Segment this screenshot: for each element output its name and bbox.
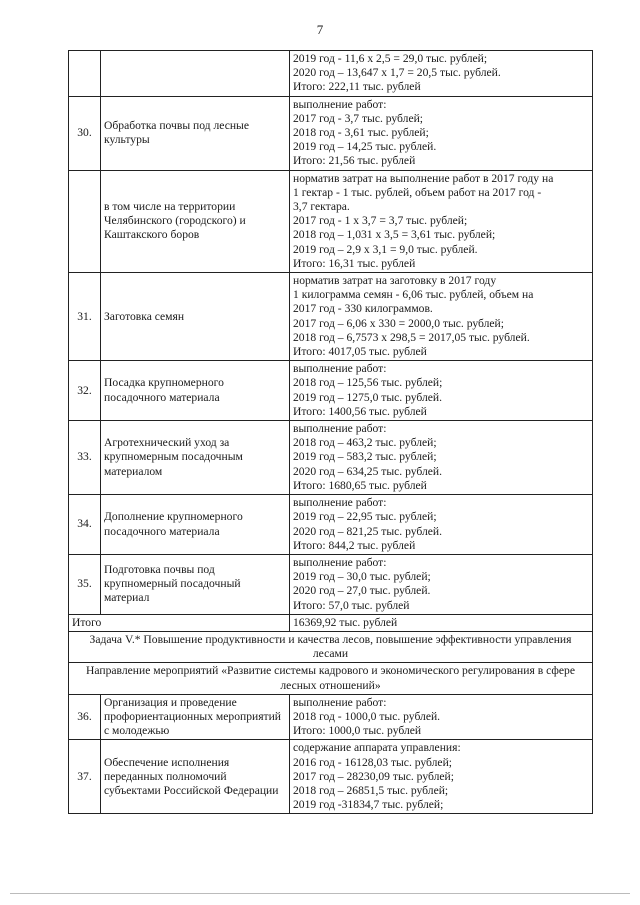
activity-name: в том числе на территории Челябинского (городского) и Каштакского боров (101, 170, 290, 272)
cost-line: выполнение работ: (293, 496, 387, 510)
activity-name: Подготовка почвы под крупномерный посадочный материал (101, 554, 290, 614)
table-row (69, 495, 593, 555)
table-row (69, 554, 593, 614)
cost-description (290, 554, 593, 614)
table-row (69, 614, 593, 631)
cost-line: 2020 год – 27,0 тыс. рублей. (293, 584, 431, 598)
row-number: 31. (69, 273, 101, 361)
cost-description (290, 740, 593, 814)
row-number: 32. (69, 361, 101, 421)
cost-line: выполнение работ: (293, 555, 387, 569)
row-number: 33. (69, 421, 101, 495)
cost-line: 2019 год – 30,0 тыс. рублей; (293, 570, 431, 584)
cost-line: 2017 год – 28230,09 тыс. рублей; (293, 769, 454, 783)
cost-line: Итого: 21,56 тыс. рублей (293, 154, 416, 168)
cost-description (290, 694, 593, 740)
cost-line: 1 килограмма семян - 6,06 тыс. рублей, объем на (293, 288, 534, 302)
cost-line: выполнение работ: (293, 97, 387, 111)
row-number: 30. (69, 96, 101, 170)
page-number: 7 (316, 22, 324, 37)
cost-line: выполнение работ: (293, 695, 387, 709)
cost-line: 2018 год – 26851,5 тыс. рублей; (293, 783, 449, 797)
cost-line: 2019 год – 22,95 тыс. рублей; (293, 510, 437, 524)
cost-line: Итого: 1000,0 тыс. рублей (293, 724, 422, 738)
cost-line: 2020 год – 634,25 тыс. рублей. (293, 464, 443, 478)
activity-name: Посадка крупномерного посадочного материала (101, 361, 290, 421)
row-number: 34. (69, 495, 101, 555)
cost-line: Итого: 844,2 тыс. рублей (293, 538, 416, 552)
activity-name: Агротехнический уход за крупномерным посадочным материалом (101, 421, 290, 495)
cost-line: 2019 год -31834,7 тыс. рублей; (293, 798, 444, 812)
cost-line: 2019 год – 14,25 тыс. рублей. (293, 140, 437, 154)
cost-description (290, 96, 593, 170)
cost-line: Итого: 16,31 тыс. рублей (293, 256, 416, 270)
cost-description (290, 273, 593, 361)
row-number (69, 51, 101, 97)
cost-line: 2017 год - 330 килограммов. (293, 302, 433, 316)
total-label: Итого (69, 614, 290, 631)
cost-line: 2016 год - 16128,03 тыс. рублей; (293, 755, 453, 769)
cost-line: норматив затрат на заготовку в 2017 году (293, 274, 497, 288)
cost-line: Итого: 1680,65 тыс. рублей (293, 478, 427, 492)
cost-description (290, 421, 593, 495)
table-row (69, 51, 593, 97)
expenses-table (68, 50, 593, 814)
cost-description (290, 495, 593, 555)
cost-line: 2018 год – 125,56 тыс. рублей; (293, 376, 443, 390)
cost-line: 2020 год – 821,25 тыс. рублей. (293, 524, 443, 538)
table-row (69, 694, 593, 740)
cost-description (290, 51, 593, 97)
cost-line: выполнение работ: (293, 362, 387, 376)
activity-name: Дополнение крупномерного посадочного материала (101, 495, 290, 555)
row-number: 36. (69, 694, 101, 740)
cost-line: 3,7 гектара. (293, 200, 350, 214)
row-number (69, 170, 101, 272)
activity-name (101, 51, 290, 97)
cost-line: 2017 год - 1 х 3,7 = 3,7 тыс. рублей; (293, 214, 468, 228)
cost-line: Итого: 1400,56 тыс. рублей (293, 404, 427, 418)
cost-line: 2017 год – 6,06 х 330 = 2000,0 тыс. рублей; (293, 316, 504, 330)
cost-line: норматив затрат на выполнение работ в 2017 году на (293, 171, 554, 185)
cost-line: 2018 год – 463,2 тыс. рублей; (293, 436, 437, 450)
cost-line: Итого: 222,11 тыс. рублей (293, 80, 421, 94)
cost-line: 2018 год – 6,7573 х 298,5 = 2017,05 тыс. рублей. (293, 330, 530, 344)
table-row (69, 663, 593, 694)
cost-line: 2019 год – 2,9 х 3,1 = 9,0 тыс. рублей. (293, 242, 478, 256)
table-row (69, 96, 593, 170)
table-row (69, 740, 593, 814)
cost-line: 2017 год - 3,7 тыс. рублей; (293, 111, 424, 125)
activity-name: Заготовка семян (101, 273, 290, 361)
cost-line: 2018 год – 1,031 х 3,5 = 3,61 тыс. рублей; (293, 228, 496, 242)
total-value: 16369,92 тыс. рублей (290, 614, 593, 631)
cost-line: выполнение работ: (293, 422, 387, 436)
table-row (69, 170, 593, 272)
cost-description (290, 170, 593, 272)
cost-line: Итого: 4017,05 тыс. рублей (293, 345, 427, 359)
table-row (69, 631, 593, 662)
activity-name: Обработка почвы под лесные культуры (101, 96, 290, 170)
cost-line: 2018 год - 1000,0 тыс. рублей. (293, 709, 441, 723)
cost-line: Итого: 57,0 тыс. рублей (293, 598, 410, 612)
activity-name: Обеспечение исполнения переданных полномочий субъектами Российской Федерации (101, 740, 290, 814)
row-number: 37. (69, 740, 101, 814)
table-row (69, 421, 593, 495)
cost-line: 2020 год – 13,647 х 1,7 = 20,5 тыс. рублей. (293, 66, 501, 80)
cost-line: 1 гектар - 1 тыс. рублей, объем работ на 2017 год - (293, 185, 542, 199)
page-bottom-rule (10, 893, 630, 894)
section-heading: Задача V.* Повышение продуктивности и качества лесов, повышение эффективности управления лесами (69, 631, 593, 662)
cost-line: содержание аппарата управления: (293, 741, 461, 755)
cost-line: 2019 год - 11,6 х 2,5 = 29,0 тыс. рублей; (293, 52, 488, 65)
cost-line: 2019 год – 1275,0 тыс. рублей. (293, 390, 443, 404)
activity-name: Организация и проведение профориентационных мероприятий с молодежью (101, 694, 290, 740)
cost-line: 2018 год - 3,61 тыс. рублей; (293, 126, 429, 140)
row-number: 35. (69, 554, 101, 614)
section-heading: Направление мероприятий «Развитие системы кадрового и экономического регулирования в сфере лесных отношений» (69, 663, 593, 694)
cost-description (290, 361, 593, 421)
table-row (69, 361, 593, 421)
cost-line: 2019 год – 583,2 тыс. рублей; (293, 450, 437, 464)
table-row (69, 273, 593, 361)
